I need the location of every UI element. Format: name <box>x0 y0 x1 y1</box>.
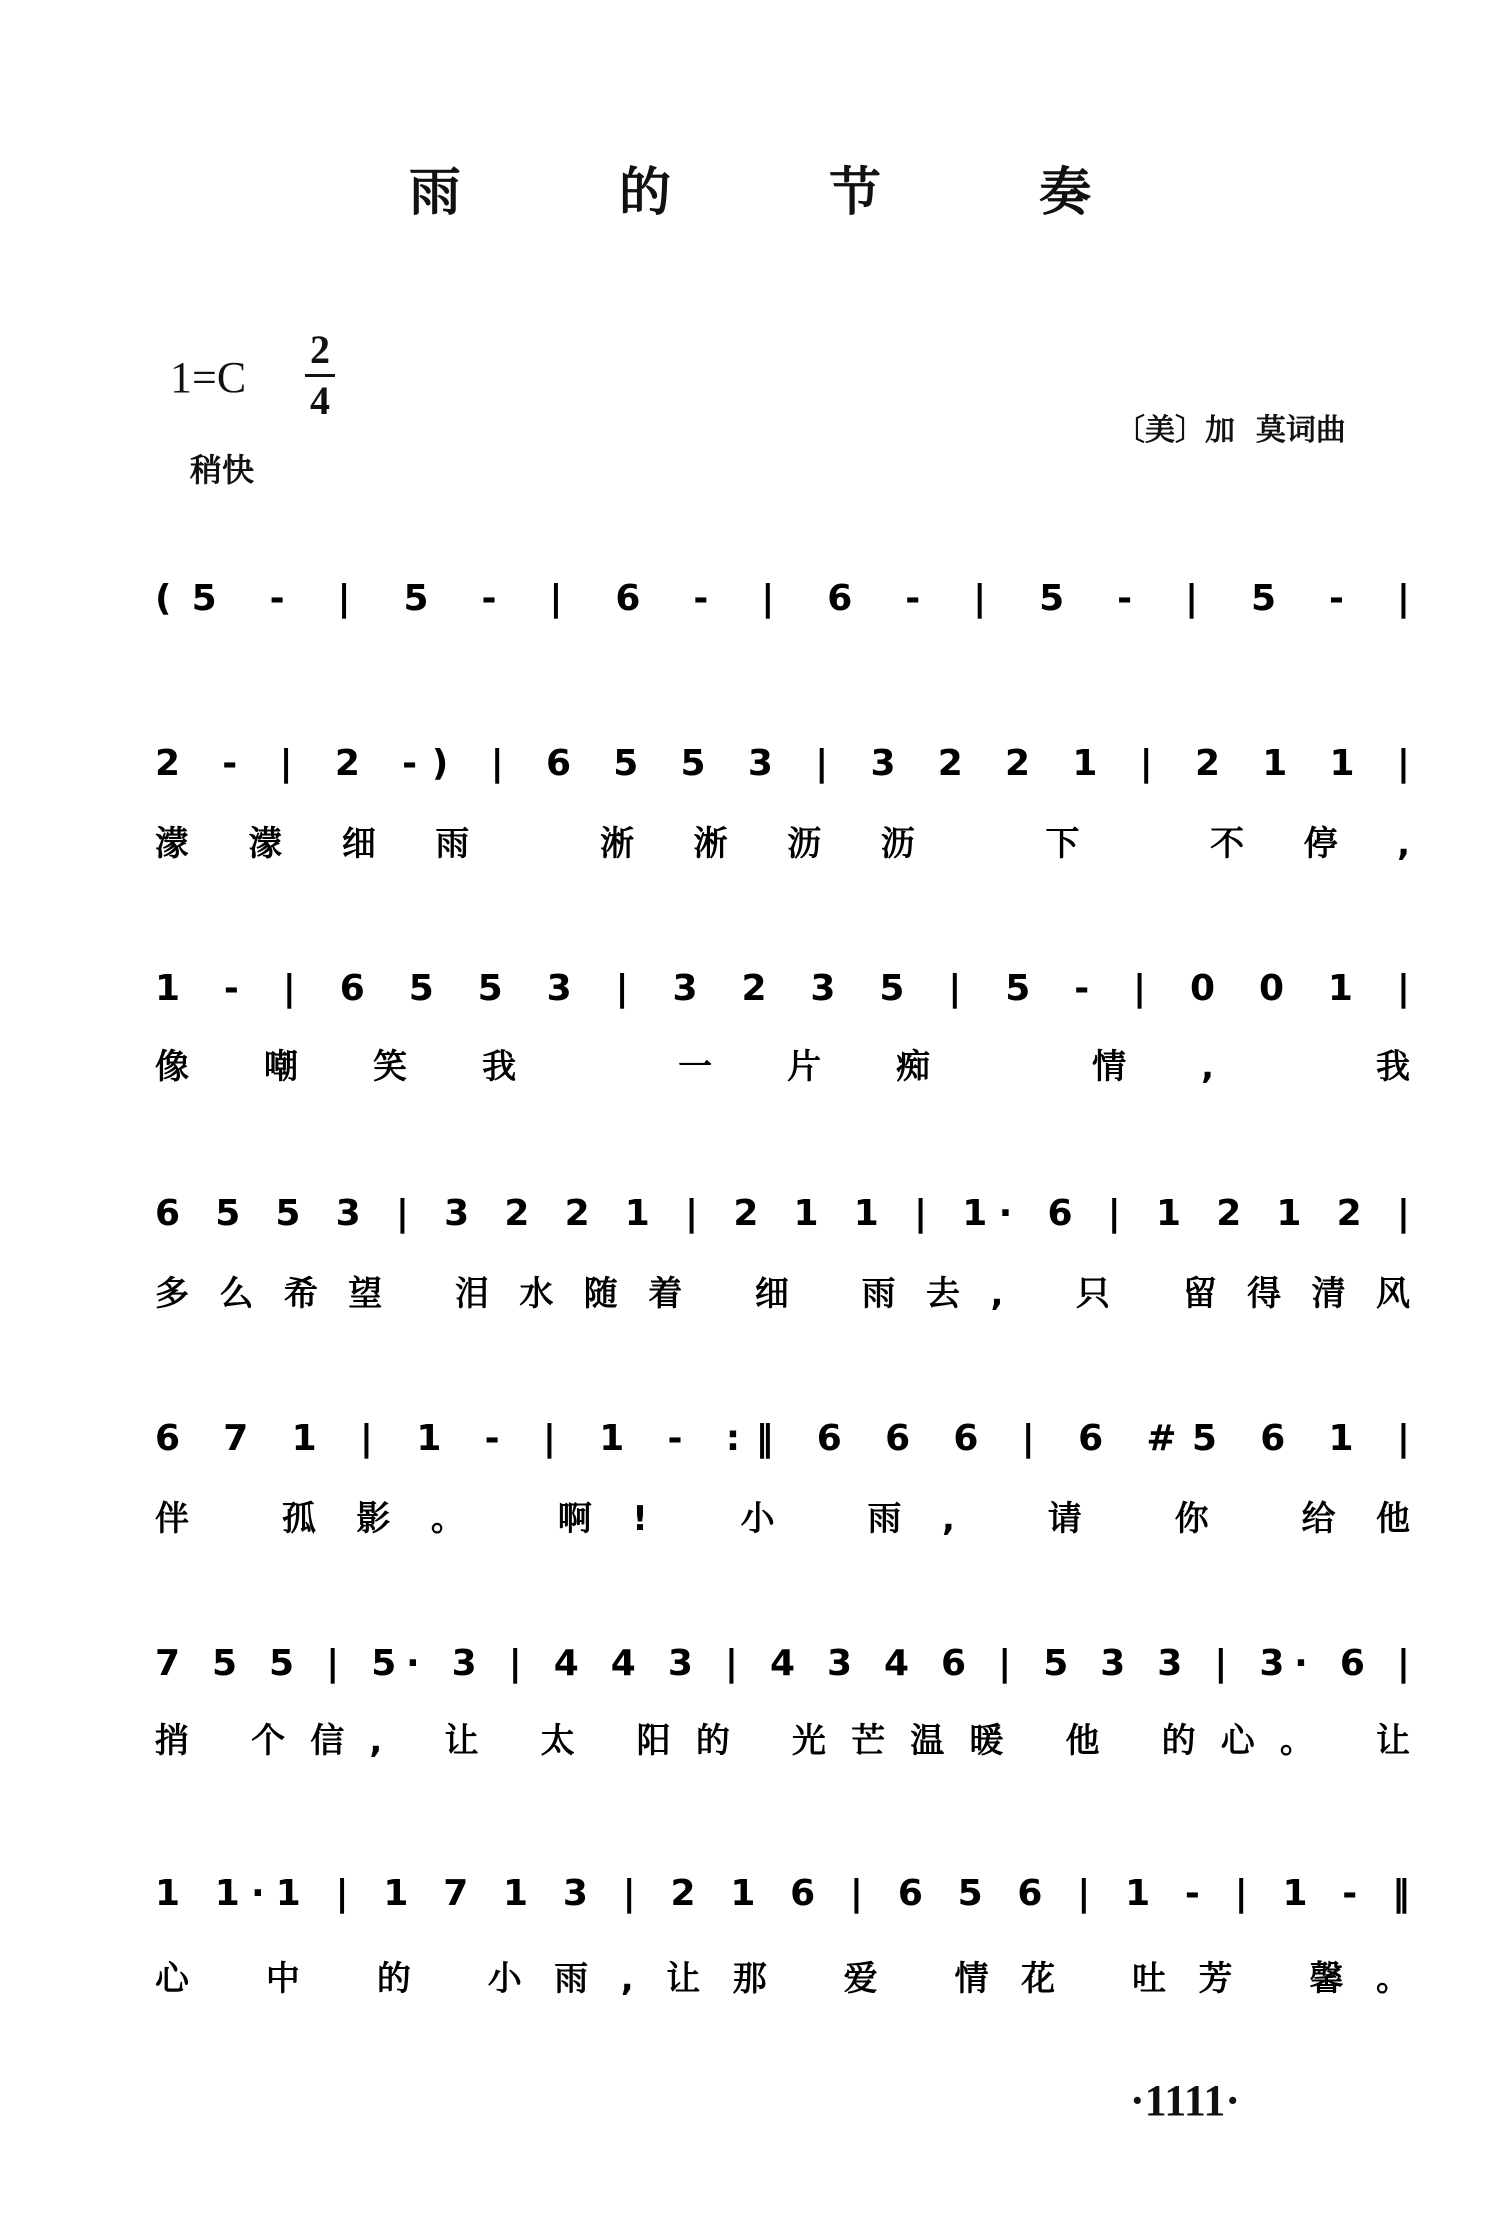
time-signature-bottom: 4 <box>310 378 330 423</box>
system-1 <box>155 578 1410 619</box>
notes-line-4: 6 5 5 3 | 3 2 2 1 | 2 1 1 | 1· 6 | 1 2 1 2 | <box>155 1193 1411 1234</box>
system-6 <box>155 1643 1410 1761</box>
lyrics-line-5: 伴 孤影。 啊! 小 雨, 请 你 给他 <box>155 1499 1411 1539</box>
notes-line-2: 2 - | 2 -) | 6 5 5 3 | 3 2 2 1 | 2 1 1 | <box>155 743 1410 784</box>
lyrics-line-7: 心 中 的 小雨,让那 爱 情花 吐芳 馨。 <box>155 1959 1410 1999</box>
lyrics-line-2: 濛濛细雨 淅淅沥沥 下 不停, <box>155 824 1410 864</box>
system-3 <box>155 968 1410 1087</box>
notes-line-5: 6 7 1 | 1 - | 1 - :‖ 6 6 6 | 6 #5 6 1 | <box>155 1418 1410 1459</box>
tempo-marking: 稍快 <box>190 451 255 489</box>
song-title: 雨 的 节 奏 <box>408 162 1162 223</box>
notes-line-7: 1 1·1 | 1 7 1 3 | 2 1 6 | 6 5 6 | 1 - | 1 - ‖ <box>155 1873 1410 1914</box>
system-2 <box>155 743 1410 864</box>
page-number: ·1111· <box>1130 2076 1241 2125</box>
system-4 <box>155 1193 1410 1314</box>
lyrics-line-6: 捎 个信, 让 太 阳的 光芒温暖 他 的心。 让 <box>155 1721 1410 1761</box>
system-5 <box>155 1418 1410 1539</box>
key-signature: 1=C <box>170 353 247 402</box>
notes-line-3: 1 - | 6 5 5 3 | 3 2 3 5 | 5 - | 0 0 1 | <box>155 968 1410 1009</box>
lyrics-line-3: 像嘲笑我 一片痴 情, 我 <box>155 1047 1410 1087</box>
composer-credit: 〔美〕加 莫词曲 <box>1115 413 1346 448</box>
lyrics-line-4: 多么希望 泪水随着 细 雨去, 只 留得清风 <box>155 1274 1410 1314</box>
notes-line-6: 7 5 5 | 5· 3 | 4 4 3 | 4 3 4 6 | 5 3 3 | 3· 6 | <box>155 1643 1410 1684</box>
system-7 <box>155 1873 1410 1999</box>
notes-line-1: (5 - | 5 - | 6 - | 6 - | 5 - | 5 - | <box>155 578 1410 619</box>
time-signature-top: 2 <box>310 327 330 372</box>
